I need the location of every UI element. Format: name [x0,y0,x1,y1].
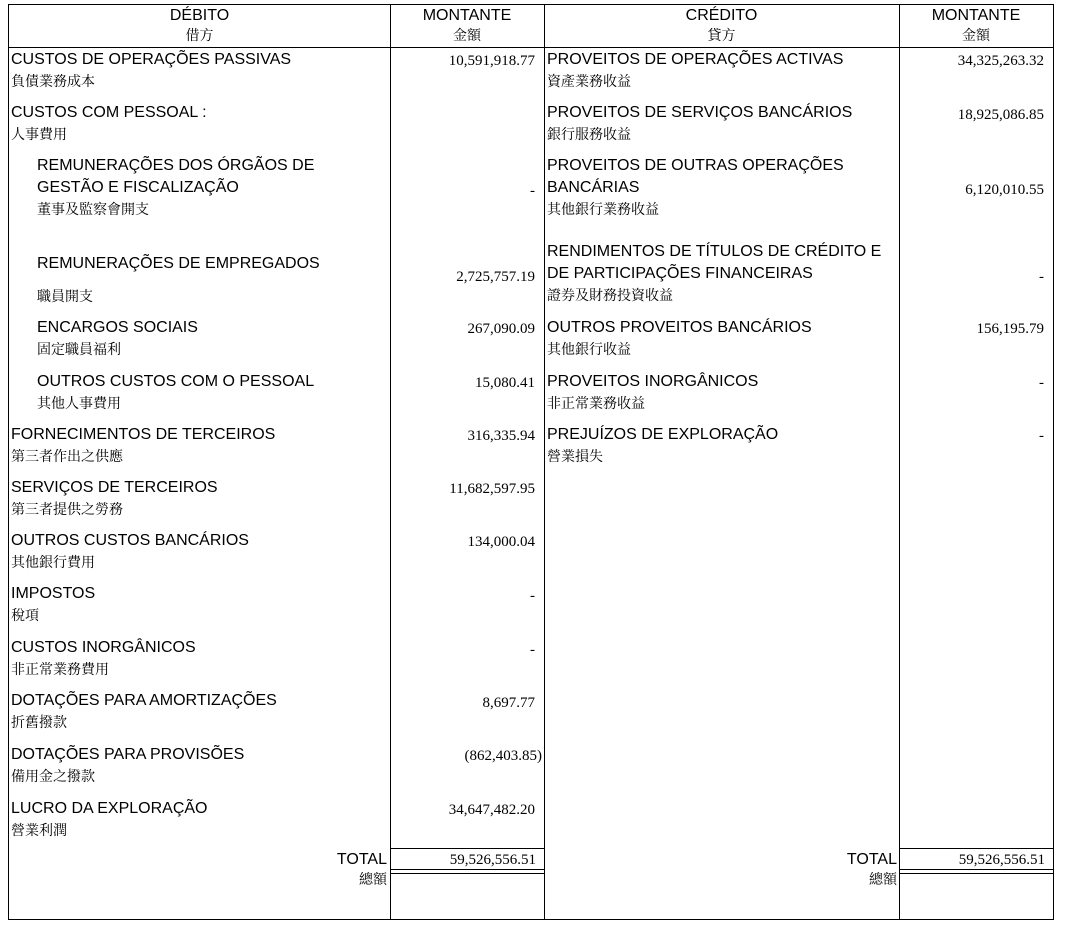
row-label-pt: PROVEITOS INORGÂNICOS [547,373,759,390]
debit-row [11,690,277,734]
row-label-pt: CUSTOS DE OPERAÇÕES PASSIVAS [11,51,292,68]
row-amount: 156,195.79 [976,321,1044,337]
row-label-zh: 其他銀行業務收益 [547,202,659,218]
amount-header-pt: MONTANTE [422,7,512,24]
row-label-pt2: DE PARTICIPAÇÕES FINANCEIRAS [547,265,813,282]
row-label-zh: 銀行服務收益 [547,127,631,143]
row-label-pt: PROVEITOS DE OPERAÇÕES ACTIVAS [547,51,844,68]
credit-amount-header [899,6,1053,46]
row-label-pt: REMUNERAÇÕES DE EMPREGADOS [37,255,320,272]
credit-row [547,317,812,361]
row-label-pt: PROVEITOS DE OUTRAS OPERAÇÕES [547,157,844,174]
credit-row [547,155,844,221]
double-underline [900,873,1054,874]
credit-total-box [899,848,1054,919]
total-label-pt: TOTAL [336,851,387,868]
row-label-zh: 其他人事費用 [37,396,121,412]
credit-total-label [769,850,897,890]
row-amount: 6,120,010.55 [965,182,1044,198]
row-label-zh: 職員開支 [37,289,93,305]
row-label-pt: CUSTOS COM PESSOAL : [11,104,207,121]
amount2-header-zh: 金額 [962,28,990,44]
amount2-header-pt: MONTANTE [931,7,1021,24]
row-label-pt2: BANCÁRIAS [547,179,640,196]
double-underline [900,869,1054,870]
debit-row [11,102,207,146]
row-amount: - [1039,269,1044,285]
debit-header [9,6,390,46]
total-label-pt: TOTAL [846,851,897,868]
debit-row [37,371,314,415]
row-label-pt: OUTROS CUSTOS COM O PESSOAL [37,373,315,390]
debit-row [11,424,275,468]
row-label-pt: CUSTOS INORGÂNICOS [11,639,196,656]
credit-row [547,371,758,415]
debit-row [37,253,320,308]
debit-row [37,155,314,221]
row-label-pt: RENDIMENTOS DE TÍTULOS DE CRÉDITO E [547,243,882,260]
row-amount: 8,697.77 [482,695,535,711]
total-label-zh: 總額 [869,872,897,888]
credit-header-pt: CRÉDITO [685,7,758,24]
debit-row [37,317,198,361]
debit-amount-header [390,6,544,46]
row-label-zh: 稅項 [11,608,39,624]
row-amount: 15,080.41 [475,375,535,391]
row-label-zh: 非正常業務費用 [11,662,109,678]
row-label-pt: DOTAÇÕES PARA AMORTIZAÇÕES [11,692,277,709]
row-amount: 34,647,482.20 [448,802,535,818]
row-label-pt: PREJUÍZOS DE EXPLORAÇÃO [547,426,779,443]
row-label-zh: 董事及監察會開支 [37,202,149,218]
row-label-zh: 固定職員福利 [37,342,121,358]
header-divider [9,47,1053,48]
row-amount: - [530,642,535,658]
row-amount: - [1039,428,1044,444]
row-label-pt: LUCRO DA EXPLORAÇÃO [11,800,208,817]
row-label-zh: 備用金之撥款 [11,769,95,785]
row-amount: 11,682,597.95 [449,481,535,497]
row-label-zh: 人事費用 [11,127,67,143]
credit-row [547,424,778,468]
row-label-pt: PROVEITOS DE SERVIÇOS BANCÁRIOS [547,104,853,121]
row-amount: (862,403.85) [464,748,542,764]
credit-row [547,241,881,307]
row-amount: 34,325,263.32 [957,53,1044,69]
debit-header-zh: 借方 [185,28,214,44]
row-label-pt: DOTAÇÕES PARA PROVISÕES [11,746,245,763]
debit-row [11,798,208,842]
row-label-zh: 第三者提供之勞務 [11,502,123,518]
row-label-zh: 負債業務成本 [11,74,95,90]
row-label-zh: 證券及財務投資收益 [547,288,673,304]
row-amount: - [530,588,535,604]
debit-row [11,583,95,627]
debit-row [11,477,218,521]
debit-row [11,744,244,788]
credit-total-amount: 59,526,556.51 [958,852,1045,868]
row-label-pt: OUTROS PROVEITOS BANCÁRIOS [547,319,812,336]
credit-header [544,6,899,46]
debit-total-amount: 59,526,556.51 [449,852,536,868]
row-label-pt: FORNECIMENTOS DE TERCEIROS [11,426,276,443]
row-label-pt: IMPOSTOS [11,585,96,602]
row-amount: 267,090.09 [467,321,535,337]
row-label-zh: 其他銀行費用 [11,555,95,571]
row-label-pt: REMUNERAÇÕES DOS ÓRGÃOS DE [37,157,315,174]
row-label-zh: 折舊撥款 [11,715,67,731]
row-label-zh: 營業利潤 [11,823,67,839]
row-label-pt2: GESTÃO E FISCALIZAÇÃO [37,179,239,196]
row-amount: 10,591,918.77 [448,53,535,69]
col-divider [390,5,391,919]
row-amount: 2,725,757.19 [456,269,535,285]
debit-row [11,530,249,574]
debit-total-label [259,850,387,890]
amount-header-zh: 金額 [453,28,481,44]
row-amount: - [1039,375,1044,391]
debit-row [11,49,291,93]
statement-table [8,4,1054,920]
total-label-zh: 總額 [359,872,387,888]
credit-header-zh: 貸方 [707,28,736,44]
col-divider [544,5,545,919]
row-label-zh: 非正常業務收益 [547,396,645,412]
row-amount: 18,925,086.85 [957,107,1044,123]
row-label-pt: SERVIÇOS DE TERCEIROS [11,479,218,496]
debit-header-pt: DÉBITO [169,7,230,24]
double-underline [391,869,545,870]
row-label-zh: 第三者作出之供應 [11,449,123,465]
debit-total-box [390,848,545,919]
credit-row [547,102,852,146]
row-label-zh: 資產業務收益 [547,74,631,90]
row-amount: - [530,183,535,199]
double-underline [391,873,545,874]
debit-row [11,637,196,681]
row-amount: 134,000.04 [467,534,535,550]
row-amount: 316,335.94 [467,428,535,444]
col-divider [899,5,900,919]
row-label-zh: 其他銀行收益 [547,342,631,358]
row-label-zh: 營業損失 [547,449,603,465]
credit-row [547,49,843,93]
row-label-pt: ENCARGOS SOCIAIS [37,319,198,336]
row-label-pt: OUTROS CUSTOS BANCÁRIOS [11,532,249,549]
